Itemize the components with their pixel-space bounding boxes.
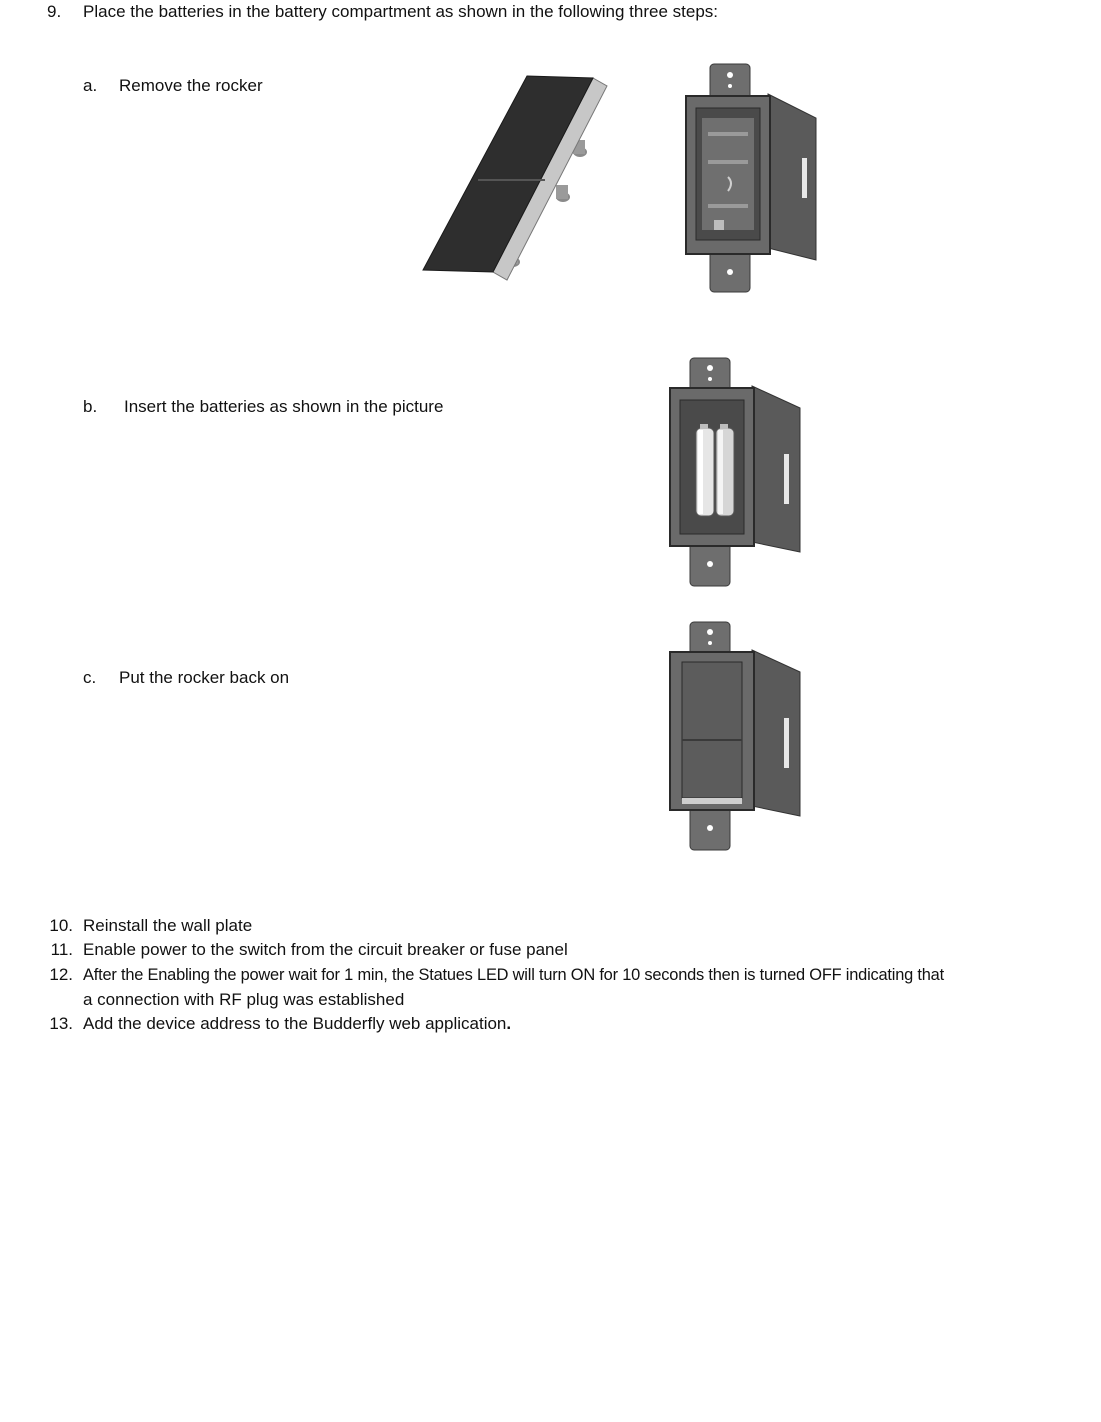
rocker-illustration — [415, 72, 615, 284]
step-11-text: Enable power to the switch from the circuit breaker or fuse panel — [83, 940, 568, 959]
step-13-number: 13. — [49, 1014, 73, 1033]
step-9-number: 9. — [47, 2, 62, 21]
step-12-text-line2: a connection with RF plug was established — [83, 990, 405, 1009]
substep-b-text: Insert the batteries as shown in the picture — [124, 397, 444, 416]
substep-c-text: Put the rocker back on — [119, 668, 290, 687]
substep-a-letter: a. — [83, 76, 98, 95]
step-12-text-line1: After the Enabling the power wait for 1 min, the Statues LED will turn ON for 10 seconds then is turned OFF indicating that — [83, 966, 944, 984]
switch-batteries-illustration — [662, 356, 802, 588]
substep-b-letter: b. — [83, 397, 98, 416]
step-11-number: 11. — [50, 940, 73, 959]
step-13-text: Add the device address to the Budderfly web application — [83, 1014, 507, 1033]
step-12-number: 12. — [49, 965, 73, 984]
switch-open-illustration — [680, 62, 820, 294]
switch-closed-illustration — [662, 620, 802, 852]
step-10-text: Reinstall the wall plate — [83, 916, 253, 935]
step-9-text: Place the batteries in the battery compartment as shown in the following three steps: — [83, 2, 719, 21]
step-13-period: . — [506, 1014, 512, 1033]
step-13-line — [83, 1012, 511, 1036]
substep-a-text: Remove the rocker — [119, 76, 263, 95]
step-10-number: 10. — [49, 916, 73, 935]
substep-c-letter: c. — [83, 668, 97, 687]
